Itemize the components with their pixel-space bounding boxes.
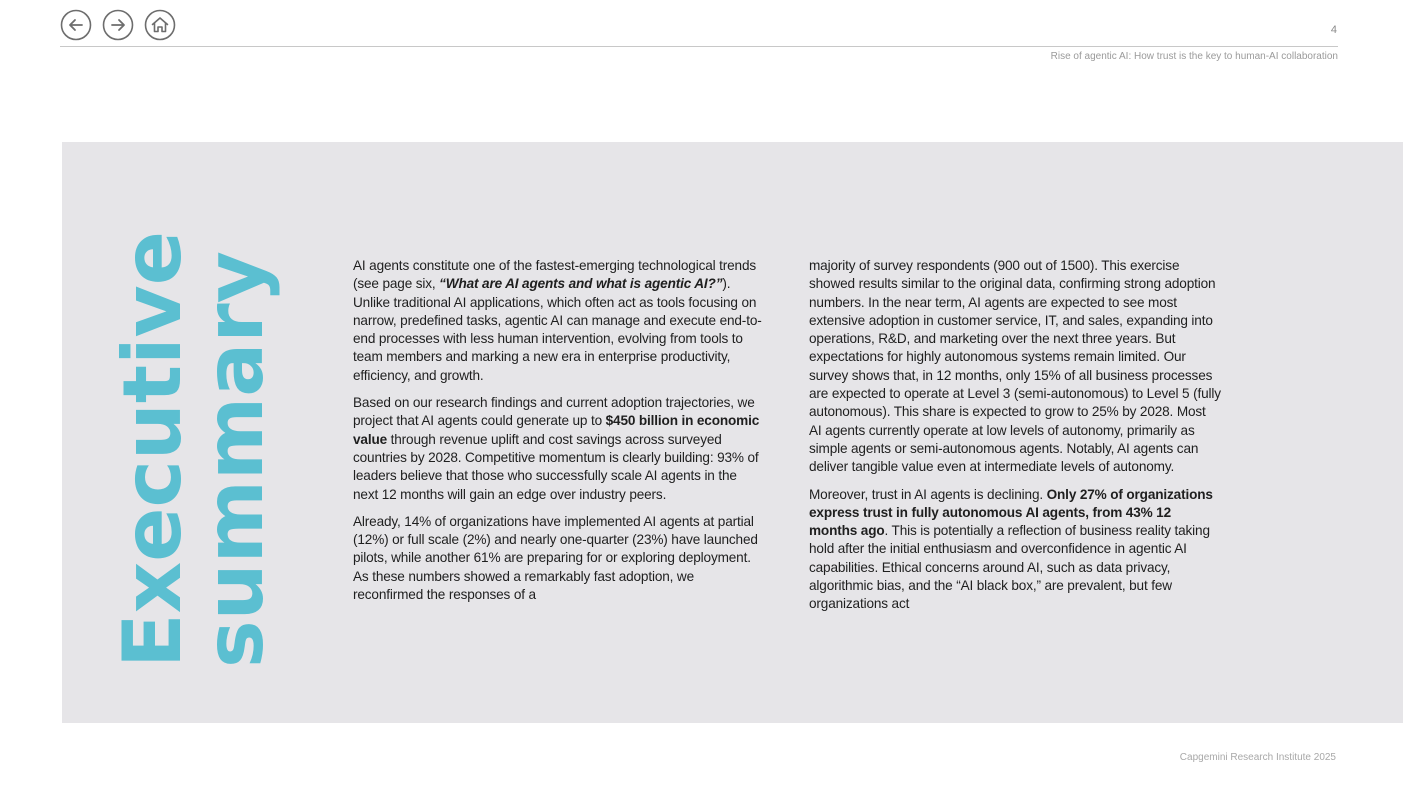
arrow-left-icon	[60, 9, 92, 41]
footer-credit: Capgemini Research Institute 2025	[1179, 752, 1336, 763]
home-button[interactable]	[144, 9, 176, 41]
running-title: Rise of agentic AI: How trust is the key to human-AI collaboration	[1050, 51, 1338, 62]
right-paragraph-2: Moreover, trust in AI agents is declining. Only 27% of organizations express trust in fully autonomous AI agents, from 43% 12 months ago. This is potentially a reflection of business reality taking hold after the initial enthusiasm and overconfidence in agentic AI capabilities. Ethical concerns around AI, such as data privacy, algorithmic bias, and the “AI black box,” are prevalent, but few organizations act	[809, 486, 1213, 612]
heading-line-1: Executive	[106, 231, 199, 668]
cross-reference: “What are AI agents and what is agentic AI?”	[439, 276, 723, 292]
left-paragraph-1: AI agents constitute one of the fastest-emerging technological trends (see page six, “What are AI agents and what is agentic AI?”). Unlike traditional AI applications, which often act as tools focusing on narrow, predefined tasks, agentic AI can manage and execute end-to-end processes with less human intervention, evolving from tools to team members and marking a new era in enterprise productivity, efficiency, and growth.	[353, 258, 762, 383]
left-column	[353, 257, 763, 613]
page-number: 4	[1330, 24, 1337, 36]
economic-value-highlight: $450 billion in economic value	[353, 413, 760, 447]
section-heading	[106, 231, 281, 668]
forward-button[interactable]	[102, 9, 134, 41]
arrow-right-icon	[102, 9, 134, 41]
nav-bar	[60, 9, 176, 41]
right-paragraph-1: majority of survey respondents (900 out of 1500). This exercise showed results similar to the original data, confirming strong adoption numbers. In the near term, AI agents are expected to see most extensive adoption in customer service, IT, and sales, expanding into operations, R&D, and marketing over the next three years. But expectations for highly autonomous systems remain limited. Our survey shows that, in 12 months, only 15% of all business processes are expected to operate at Level 3 (semi-autonomous) to Level 5 (fully autonomous). This share is expected to grow to 25% by 2028. Most AI agents currently operate at low levels of autonomy, primarily as simple agents or semi-autonomous agents. Notably, AI agents can deliver tangible value even at intermediate levels of autonomy.	[809, 258, 1221, 475]
left-paragraph-3: Already, 14% of organizations have implemented AI agents at partial (12%) or full scale (2%) and nearly one-quarter (23%) have launched pilots, while another 61% are preparing for or exploring deployment. As these numbers showed a remarkably fast adoption, we reconfirmed the responses of a	[353, 513, 758, 603]
heading-line-2: summary	[188, 251, 281, 668]
left-paragraph-2: Based on our research findings and current adoption trajectories, we project that AI agents could generate up to $450 billion in economic value through revenue uplift and cost savings across surveyed countries by 2028. Competitive momentum is clearly building: 93% of leaders believe that those who successfully scale AI agents in the next 12 months will gain an edge over industry peers.	[353, 395, 760, 502]
trust-highlight: Only 27% of organizations express trust in fully autonomous AI agents, from 43% 12 months ago	[809, 486, 1213, 539]
header-divider	[60, 46, 1338, 47]
right-column	[809, 257, 1221, 623]
home-icon	[144, 9, 176, 41]
back-button[interactable]	[60, 9, 92, 41]
